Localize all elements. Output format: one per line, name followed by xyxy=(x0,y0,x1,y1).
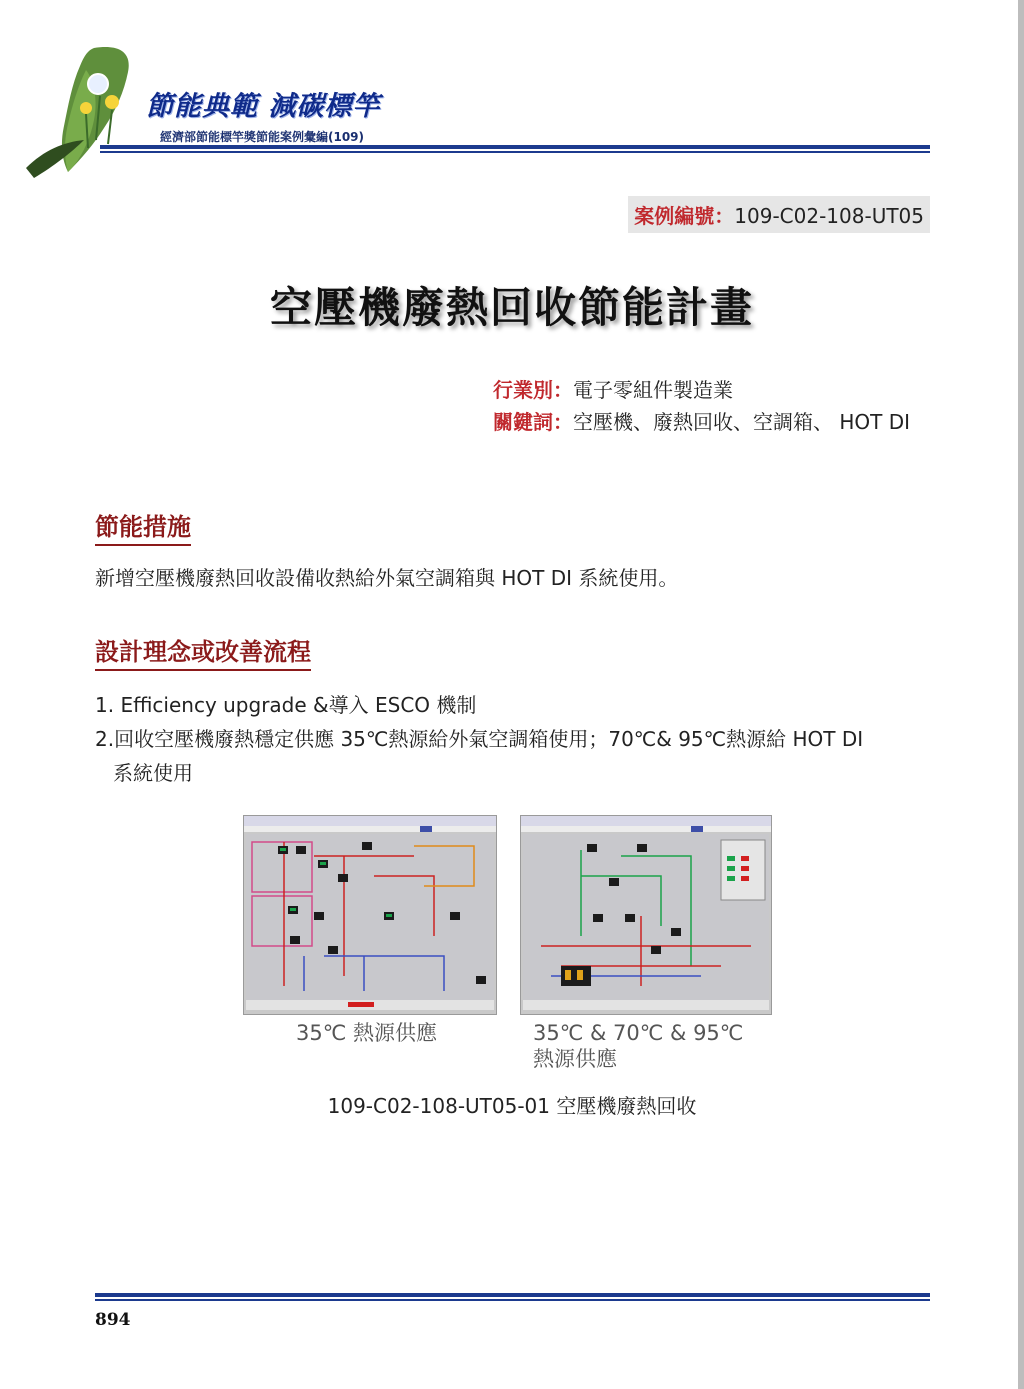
case-meta xyxy=(493,374,918,438)
keywords-value: 空壓機、廢熱回收、空調箱、 HOT DI xyxy=(573,410,911,434)
page-edge xyxy=(1018,0,1024,1389)
industry-value: 電子零組件製造業 xyxy=(573,378,733,402)
right-figure-caption-line1: 35℃ & 70℃ & 95℃ xyxy=(533,1021,744,1045)
figure-caption: 109-C02-108-UT05-01 空壓機廢熱回收 xyxy=(327,1094,697,1118)
brand-title: 節能典範 減碳標竿 xyxy=(146,91,381,122)
keywords-label: 關鍵詞： xyxy=(493,410,573,434)
design-heading: 設計理念或改善流程 xyxy=(95,632,311,671)
case-number-label: 案例編號： xyxy=(634,204,735,228)
design-item-2-cont: 系統使用 xyxy=(113,761,193,785)
design-list xyxy=(95,688,935,790)
measures-heading: 節能措施 xyxy=(95,507,191,546)
keywords-row xyxy=(493,406,918,438)
right-figure-caption-line2: 熱源供應 xyxy=(533,1047,617,1071)
scada-screenshot-left xyxy=(243,815,497,1015)
page-number: 894 xyxy=(95,1310,131,1330)
footer-divider xyxy=(95,1293,930,1297)
brand-subtitle: 經濟部節能標竿獎節能案例彙編(109) xyxy=(160,130,365,144)
measures-text: 新增空壓機廢熱回收設備收熱給外氣空調箱與 HOT DI 系統使用。 xyxy=(95,566,679,590)
header-divider xyxy=(100,145,930,149)
footer-divider-thin xyxy=(95,1299,930,1301)
page-title: 空壓機廢熱回收節能計畫 xyxy=(269,283,754,332)
industry-label: 行業別： xyxy=(493,378,573,402)
case-number-value: 109-C02-108-UT05 xyxy=(734,204,924,228)
left-figure-caption: 35℃ 熱源供應 xyxy=(296,1021,437,1045)
scada-screenshot-right xyxy=(520,815,772,1015)
case-number-box xyxy=(628,196,930,233)
industry-row xyxy=(493,374,918,406)
right-figure-caption xyxy=(533,1020,743,1072)
header-divider-thin xyxy=(100,151,930,153)
design-item-2: 2.回收空壓機廢熱穩定供應 35℃熱源給外氣空調箱使用；70℃& 95℃熱源給 HOT DI xyxy=(95,727,864,751)
design-item-1: 1. Efficiency upgrade &導入 ESCO 機制 xyxy=(95,693,477,717)
taiwan-logo-icon xyxy=(24,40,154,180)
